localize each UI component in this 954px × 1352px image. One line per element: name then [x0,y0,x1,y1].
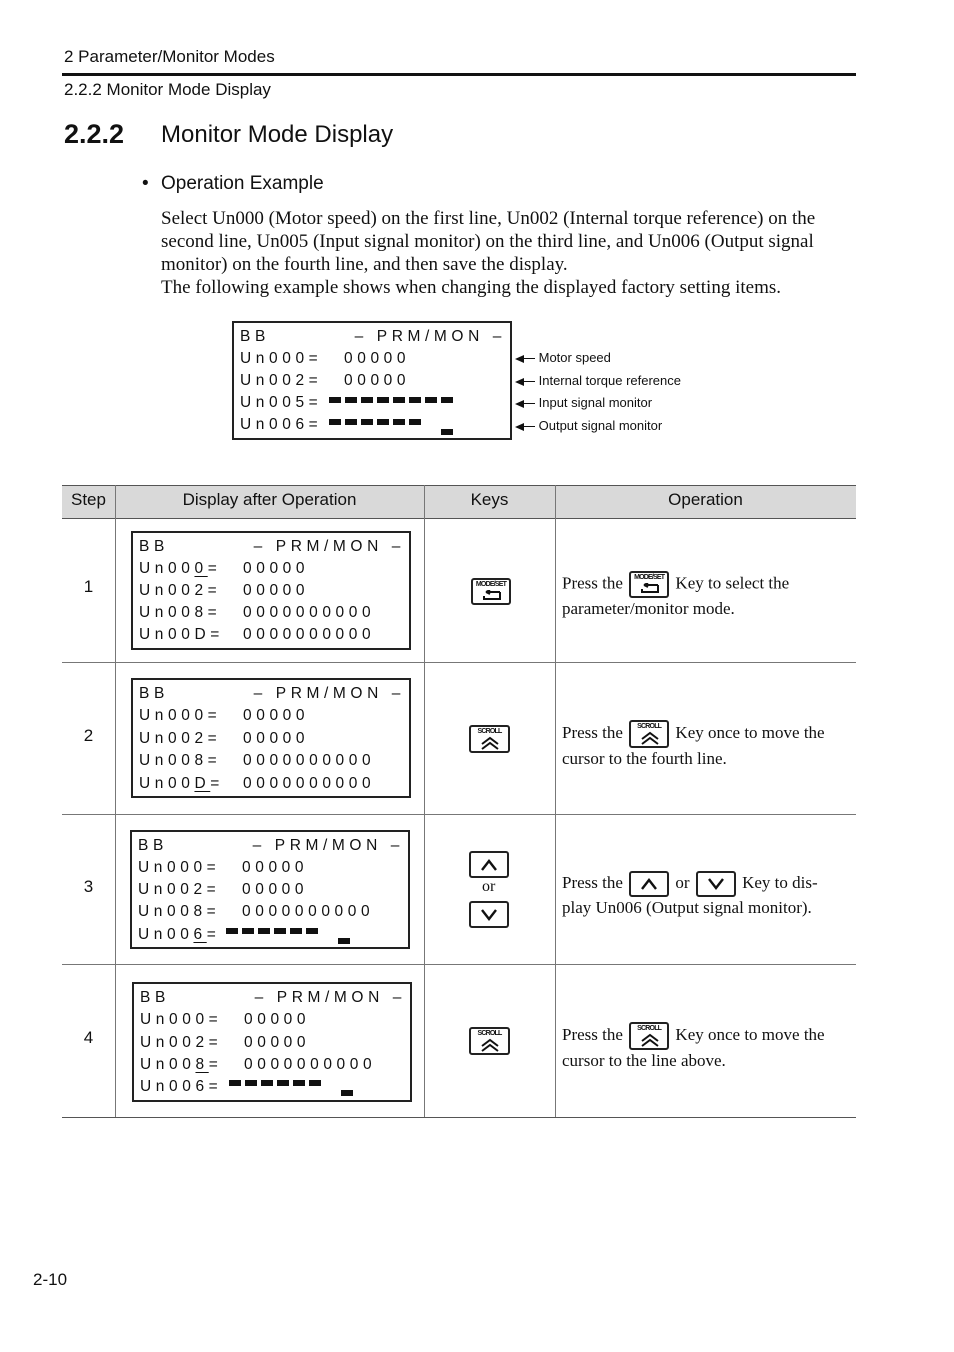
signal-bar [393,397,405,403]
signal-bar [258,928,270,934]
display-line [140,1055,222,1075]
display-status: BB [139,685,169,702]
header-rule [62,73,856,76]
op-text-line2: cursor to the fourth line. [562,749,727,768]
arrow-left-icon [515,377,535,387]
display-mode: – PRM/MON – [254,989,406,1006]
column-header-display: Display after Operation [182,490,357,509]
display-row-label: Un006= [240,416,323,433]
line-equals: = [208,1056,223,1073]
row-divider [62,964,856,965]
table-divider [555,485,556,1117]
line-value: 00000 [242,881,309,898]
display-row-label: Un002= [240,372,323,389]
line-value: 0000000000 [244,1056,377,1073]
line-equals: = [210,775,224,792]
up-key[interactable] [469,851,509,878]
op-text-end: Key to dis- [742,872,818,892]
line-value: 00000 [243,730,310,747]
key-label: SCROLL [637,1025,662,1032]
line-value: 00000 [242,859,309,876]
section-number: 2.2.2 [64,119,125,149]
scroll-key[interactable] [469,1027,510,1055]
signal-bar [338,938,350,944]
annotation-text: Input signal monitor [538,395,653,410]
op-text-end: Key once to move the [675,722,825,742]
signal-bar [226,928,238,934]
op-text-start: Press the [562,1024,623,1044]
line-label: Un000= [140,1011,223,1028]
display-line [140,1033,222,1053]
op-text-start: Press the [562,872,623,892]
annotation-output-signal [515,418,662,433]
section-title: Monitor Mode Display [161,121,394,148]
line-label: Un008= [139,752,222,769]
display-line [139,774,224,794]
line-label: Un000= [139,707,222,724]
display-line [139,751,221,771]
op-text-start: Press the [562,722,623,742]
double-chevron-up-icon [479,736,501,750]
operation-text [562,871,852,918]
step-number: 3 [83,877,94,896]
display-line [139,559,221,579]
arrow-left-icon [515,422,535,432]
signal-bar [245,1080,257,1086]
table-divider [115,485,116,1117]
signal-bar [229,1080,241,1086]
line-label: Un008= [138,903,221,920]
annotation-torque [515,373,681,388]
display-line [140,1010,222,1030]
op-text-or: or [675,872,690,892]
line-label: Un00 [139,560,195,577]
signal-bar [274,928,286,934]
display-mode: – PRM/MON – [252,837,404,854]
double-chevron-up-icon [639,731,661,745]
signal-bar [345,397,357,403]
line-label: Un002= [139,582,222,599]
signal-bar [341,1090,353,1096]
return-arrow-icon [638,583,662,595]
cursor-digit: 6 [193,926,207,943]
line-label: Un008= [139,604,222,621]
step-display [131,531,411,650]
operation-text [562,1022,852,1071]
signal-bar [290,928,302,934]
signal-bar [277,1080,289,1086]
line-value: 00000 [244,1011,311,1028]
running-header-chapter: 2 Parameter/Monitor Modes [64,47,275,66]
line-label: Un002= [140,1034,223,1051]
display-status: BB [240,328,270,345]
output-signal-bars [329,415,454,435]
column-header-keys: Keys [470,490,509,509]
down-key[interactable] [469,901,509,928]
table-header [62,485,856,519]
row-divider [62,662,856,663]
signal-bar [361,419,373,425]
op-text-end: Key to select the [675,573,790,593]
mode-set-key[interactable] [471,578,511,605]
step-number: 2 [83,726,94,745]
signal-bar [242,928,254,934]
intro-paragraph [161,207,851,299]
line-value: 00000 [243,707,310,724]
cursor-digit: 0 [194,560,208,577]
display-mode: – PRM/MON – [253,538,405,555]
line-label: Un00D= [139,626,224,643]
signal-bar [261,1080,273,1086]
display-line [138,880,220,900]
signal-bar [425,397,437,403]
line-label: Un000= [138,859,221,876]
display-line [139,603,221,623]
chevron-down-icon [707,877,725,891]
line-value: 0000000000 [243,775,376,792]
line-label: Un006= [140,1078,223,1095]
op-text-start: Press the [562,573,623,593]
signal-bar [441,397,453,403]
chevron-up-icon [640,877,658,891]
line-label: Un00 [138,926,194,943]
signal-bar [309,1080,321,1086]
display-mode: – PRM/MON – [253,685,405,702]
column-header-step: Step [71,490,106,509]
display-line [139,729,221,749]
key-label: MODE/SET [475,581,507,588]
step-display [131,678,411,798]
arrow-left-icon [515,354,535,364]
line-label: Un00 [139,775,195,792]
annotation-text: Internal torque reference [538,373,681,388]
column-header-operation: Operation [668,490,743,509]
display-line [138,902,220,922]
line-label: Un00 [140,1056,196,1073]
display-line [138,858,220,878]
operation-text [562,571,852,619]
line-value: 00000 [244,1034,311,1051]
input-signal-bars [329,393,454,413]
example-display [232,321,512,440]
key-label: SCROLL [477,728,502,735]
signal-bar [441,429,453,435]
chevron-down-icon [480,908,498,922]
key-label: MODE/SET [634,574,665,581]
annotation-text: Motor speed [538,350,611,365]
row-divider [62,814,856,815]
step-number: 1 [83,577,94,596]
signal-bar [293,1080,305,1086]
display-row-label: Un000= [240,350,323,367]
display-line [139,706,221,726]
display-line [139,581,221,601]
return-arrow-icon [480,590,504,602]
signal-bar [409,397,421,403]
output-signal-bars [229,1076,354,1096]
step-display [130,830,410,949]
page-number: 2-10 [33,1270,68,1289]
signal-bar [377,419,389,425]
line-value: 0000000000 [243,626,376,643]
annotation-motor-speed [515,350,611,365]
line-equals: = [206,926,221,943]
display-status: BB [138,837,168,854]
step-number: 4 [83,1028,94,1047]
arrow-left-icon [515,399,535,409]
op-text-line2: play Un006 (Output signal monitor). [562,898,812,917]
step-display [132,982,412,1102]
line-value: 0000000000 [243,752,376,769]
key-label: SCROLL [477,1030,502,1037]
or-label: or [482,878,496,895]
signal-bar [329,397,341,403]
intro-text-2: The following example shows when changing the displayed factory setting items. [161,277,781,298]
line-value: 00000 [243,560,310,577]
bullet-heading: Operation Example [161,173,324,194]
signal-bar [329,419,341,425]
signal-bar [361,397,373,403]
intro-text-1: Select Un000 (Motor speed) on the first line, Un002 (Internal torque reference) on the second line, Un005 (Input signal monitor) on the third line, and Un006 (Output signal monitor) on the fourth line, and then save the display. [161,208,816,275]
cursor-digit: 8 [195,1056,209,1073]
annotation-input-signal [515,395,652,410]
double-chevron-up-icon [479,1038,501,1052]
line-label: Un002= [138,881,221,898]
inline-mode-set-key [629,571,669,598]
scroll-key[interactable] [469,725,510,753]
inline-scroll-key [629,1022,669,1050]
op-text-end: Key once to move the [675,1024,825,1044]
op-text-line2: parameter/monitor mode. [562,599,735,618]
table-bottom-rule [62,1117,856,1118]
line-label: Un002= [139,730,222,747]
annotation-text: Output signal monitor [538,418,663,433]
signal-bar [306,928,318,934]
bullet-marker: • [142,173,149,194]
chevron-up-icon [480,858,498,872]
output-signal-bars [226,924,351,944]
signal-bar [409,419,421,425]
cursor-digit: D [194,775,211,792]
key-label: SCROLL [637,723,662,730]
operation-text [562,720,852,769]
display-line [139,625,224,645]
line-value: 0000000000 [243,604,376,621]
signal-bar [345,419,357,425]
double-chevron-up-icon [639,1033,661,1047]
table-divider [424,485,425,1117]
display-row-value: 00000 [344,372,411,389]
line-value: 00000 [243,582,310,599]
inline-scroll-key [629,720,669,748]
running-header-subsection: 2.2.2 Monitor Mode Display [64,80,271,99]
display-line [138,925,220,945]
signal-bar [393,419,405,425]
display-status: BB [140,989,170,1006]
display-line [140,1077,222,1097]
inline-up-key [629,871,669,897]
display-row-label: Un005= [240,394,323,411]
line-equals: = [207,560,222,577]
display-mode: – PRM/MON – [354,328,506,345]
signal-bar [377,397,389,403]
inline-down-key [696,871,736,897]
display-status: BB [139,538,169,555]
op-text-line2: cursor to the line above. [562,1051,726,1070]
display-row-value: 00000 [344,350,411,367]
line-value: 0000000000 [242,903,375,920]
